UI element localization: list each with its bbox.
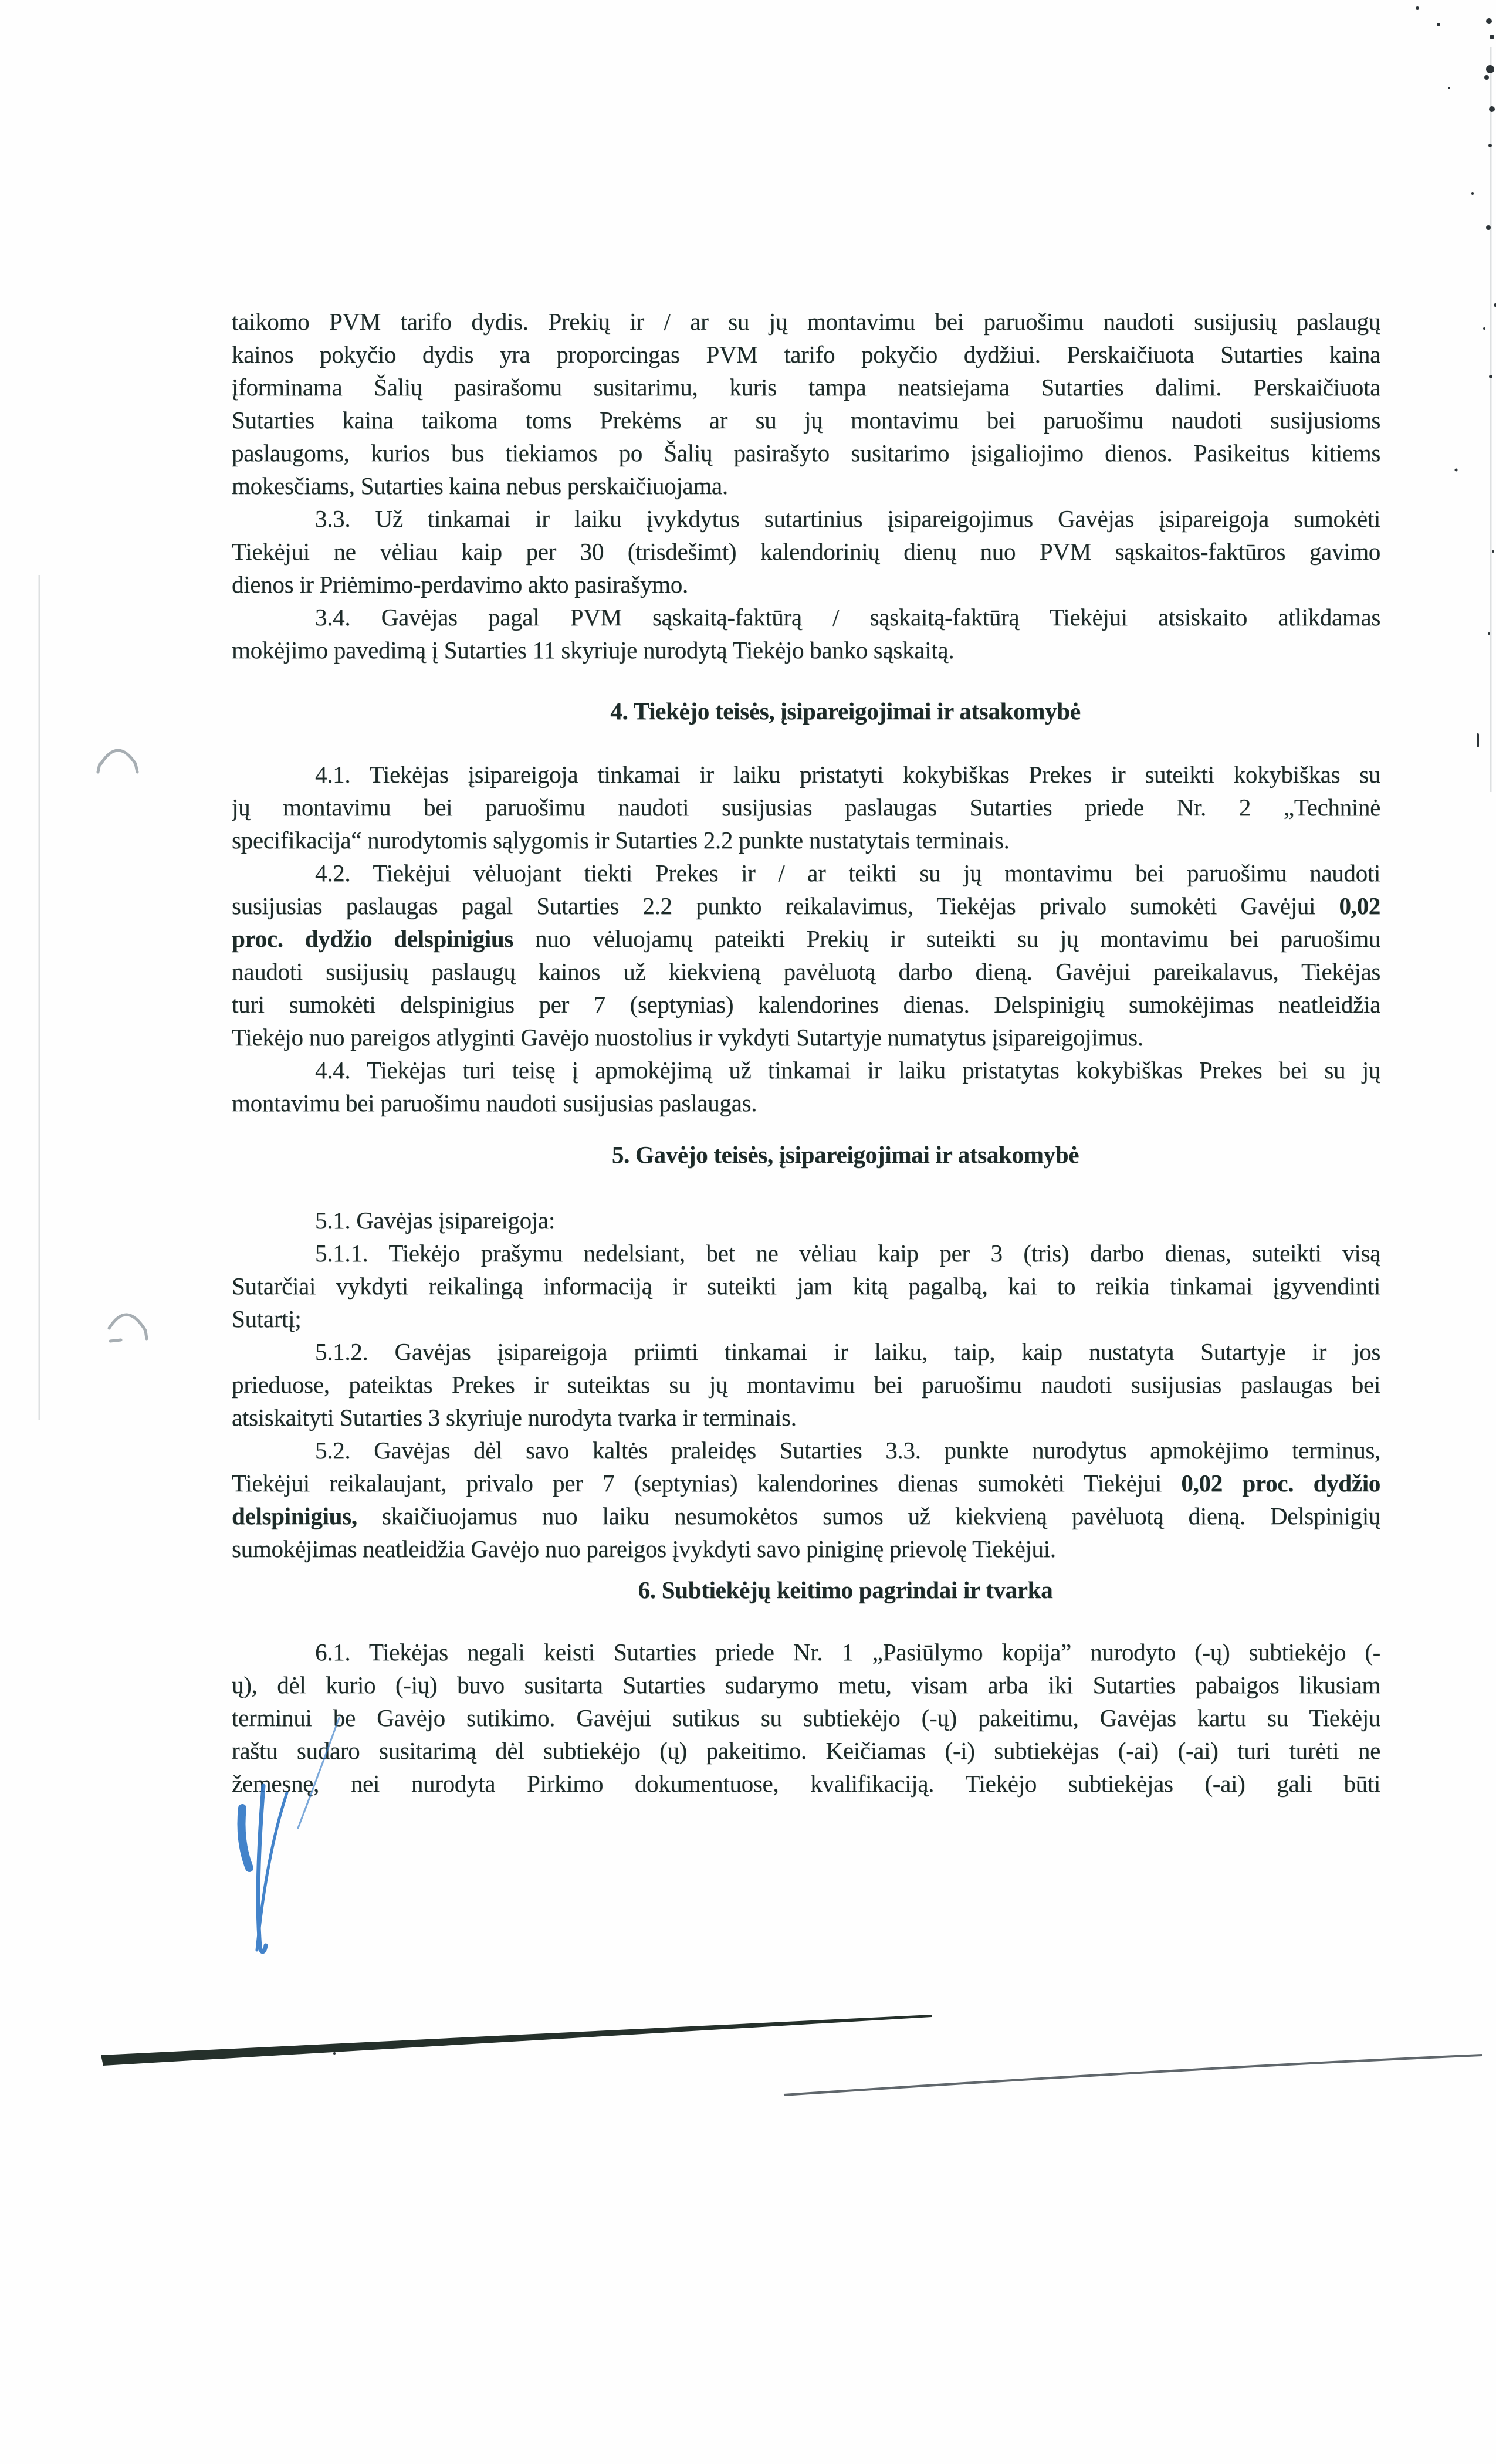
paragraph-5-1-2 — [232, 1335, 1380, 1434]
section-heading-4: 4. Tiekėjo teisės, įsipareigojimai ir atsakomybė — [610, 698, 1081, 725]
text-line: 3.3. Už tinkamai ir laiku įvykdytus sutartinius įsipareigojimus Gavėjas įsipareigoja sumokėti — [315, 505, 1380, 532]
section-heading-6: 6. Subtiekėjų keitimo pagrindai ir tvarka — [638, 1576, 1053, 1603]
text-line: ų), dėl kurio (-ių) buvo susitarta Sutarties sudarymo metu, visam arba iki Sutarties pabaigos likusiam — [232, 1671, 1380, 1698]
text-line: Tiekėjo nuo pareigos atlyginti Gavėjo nuostolius ir vykdyti Sutartyje numatytus įsipareigojimus. — [232, 1024, 1143, 1051]
text-line: jų montavimu bei paruošimu naudoti susijusias paslaugas Sutarties priede Nr. 2 „Techninė — [232, 794, 1380, 821]
section-heading-5: 5. Gavėjo teisės, įsipareigojimai ir atsakomybė — [611, 1141, 1079, 1168]
text-line: prieduose, pateiktas Prekes ir suteiktas su jų montavimu bei paruošimu naudoti susijusias paslaugas bei — [232, 1371, 1380, 1398]
paragraph-4-4 — [232, 1054, 1380, 1119]
text-segment-bold: 0,02 proc. dydžio — [1181, 1470, 1380, 1497]
paragraph-4-1 — [232, 758, 1380, 857]
text-line: Sutarčiai vykdyti reikalingą informaciją ir suteikti jam kitą pagalbą, kai to reikia tinkamai įgyvendinti — [232, 1272, 1380, 1299]
text-line: atsiskaityti Sutarties 3 skyriuje nurodyta tvarka ir terminais. — [232, 1404, 797, 1431]
text-line: 5.2. Gavėjas dėl savo kaltės praleidęs Sutarties 3.3. punkte nurodytus apmokėjimo terminus, — [315, 1437, 1380, 1464]
paragraph-5-1 — [232, 1204, 1380, 1237]
text-line: 4.2. Tiekėjui vėluojant tiekti Prekes ir / ar teikti su jų montavimu bei paruošimu naudoti — [315, 859, 1380, 886]
text-line: specifikacija“ nurodytomis sąlygomis ir Sutarties 2.2 punkte nustatytais terminais. — [232, 827, 1010, 854]
text-line — [232, 1500, 1380, 1532]
text-line: 3.4. Gavėjas pagal PVM sąskaitą-faktūrą / sąskaitą-faktūrą Tiekėjui atsiskaito atlikdamas — [315, 604, 1380, 631]
arc-artifact — [98, 750, 147, 1341]
text-line: 4.1. Tiekėjas įsipareigoja tinkamai ir laiku pristatyti kokybiškas Prekes ir suteikti kokybiškas su — [315, 761, 1380, 788]
paragraph-5-1-1 — [232, 1237, 1380, 1335]
text-line: raštu sudaro susitarimą dėl subtiekėjo (ų) pakeitimo. Keičiamas (-i) subtiekėjas (-ai) (-ai) turi turėti ne — [232, 1737, 1380, 1764]
text-line: turi sumokėti delspinigius per 7 (septynias) kalendorines dienas. Delspinigių sumokėjimas neatleidžia — [232, 991, 1380, 1018]
paragraph-6-1 — [232, 1636, 1380, 1800]
text-line: terminui be Gavėjo sutikimo. Gavėjui sutikus su subtiekėjo (-ų) pakeitimu, Gavėjas kartu su Tiekėju — [232, 1704, 1380, 1731]
text-line: 4.4. Tiekėjas turi teisę į apmokėjimą už tinkamai ir laiku pristatytas kokybiškas Prekes bei su jų — [315, 1057, 1380, 1084]
text-line: montavimu bei paruošimu naudoti susijusias paslaugas. — [232, 1089, 757, 1116]
text-segment-bold: proc. dydžio delspinigius — [232, 925, 536, 952]
text-line: žemesnę, nei nurodyta Pirkimo dokumentuose, kvalifikaciją. Tiekėjo subtiekėjas (-ai) gali būti — [232, 1770, 1380, 1797]
text-segment-bold: 0,02 — [1339, 892, 1380, 919]
text-line: Sutarties kaina taikoma toms Prekėms ar su jų montavimu bei paruošimu naudoti susijusioms — [232, 407, 1380, 434]
text-column — [232, 0, 1380, 2464]
text-line: 5.1. Gavėjas įsipareigoja: — [315, 1207, 555, 1234]
text-segment: nuo vėluojamų pateikti Prekių ir suteikti su jų montavimu bei paruošimu — [535, 925, 1380, 952]
text-line: dienos ir Priėmimo-perdavimo akto pasirašymo. — [232, 571, 688, 598]
text-line: Sutartį; — [232, 1305, 302, 1332]
text-line: paslaugoms, kurios bus tiekiamos po Šalių pasirašyto susitarimo įsigaliojimo dienos. Pasikeitus kitiems — [232, 439, 1380, 466]
paragraph-4-2 — [232, 857, 1380, 1054]
text-line: 5.1.2. Gavėjas įsipareigoja priimti tinkamai ir laiku, taip, kaip nustatyta Sutartyje ir jos — [315, 1338, 1380, 1365]
text-line: Tiekėjui ne vėliau kaip per 30 (trisdešimt) kalendorinių dienų nuo PVM sąskaitos-faktūros gavimo — [232, 538, 1380, 565]
text-line: mokėjimo pavedimą į Sutarties 11 skyriuje nurodytą Tiekėjo banko sąskaitą. — [232, 637, 955, 664]
text-segment: skaičiuojamus nuo laiku nesumokėtos sumos už kiekvieną pavėluotą dieną. Delspinigių — [357, 1502, 1380, 1529]
text-segment: susijusias paslaugas pagal Sutarties 2.2 punkto reikalavimus, Tiekėjas privalo sumokėti Gavėjui — [232, 892, 1339, 919]
text-line: kainos pokyčio dydis yra proporcingas PVM tarifo pokyčio dydžiui. Perskaičiuota Sutarties kaina — [232, 341, 1380, 368]
text-line: įforminama Šalių pasirašomu susitarimu, kuris tampa neatsiejama Sutarties dalimi. Perskaičiuota — [232, 374, 1380, 401]
text-line: taikomo PVM tarifo dydis. Prekių ir / ar su jų montavimu bei paruošimu naudoti susijusių paslaugų — [232, 308, 1380, 335]
paragraph-3-4 — [232, 601, 1380, 666]
text-line — [232, 922, 1380, 955]
text-line: 5.1.1. Tiekėjo prašymu nedelsiant, bet ne vėliau kaip per 3 (tris) darbo dienas, suteikti visą — [315, 1240, 1380, 1267]
paragraph-continuation — [232, 305, 1380, 502]
text-line: mokesčiams, Sutarties kaina nebus perskaičiuojama. — [232, 472, 728, 499]
text-segment: Tiekėjui reikalaujant, privalo per 7 (septynias) kalendorines dienas sumokėti Tiekėjui — [232, 1470, 1182, 1497]
text-line: sumokėjimas neatleidžia Gavėjo nuo pareigos įvykdyti savo piniginę prievolę Tiekėjui. — [232, 1535, 1056, 1562]
paragraph-5-2 — [232, 1434, 1380, 1565]
paragraph-3-3 — [232, 502, 1380, 601]
text-line: naudoti susijusių paslaugų kainos už kiekvieną pavėluotą darbo dieną. Gavėjui pareikalavus, Tiekėjas — [232, 958, 1380, 985]
text-line — [232, 1467, 1380, 1500]
text-line: 6.1. Tiekėjas negali keisti Sutarties priede Nr. 1 „Pasiūlymo kopija” nurodyto (-ų) subtiekėjo (- — [315, 1639, 1380, 1666]
text-line — [232, 889, 1380, 922]
text-segment-bold: delspinigius, — [232, 1502, 357, 1529]
